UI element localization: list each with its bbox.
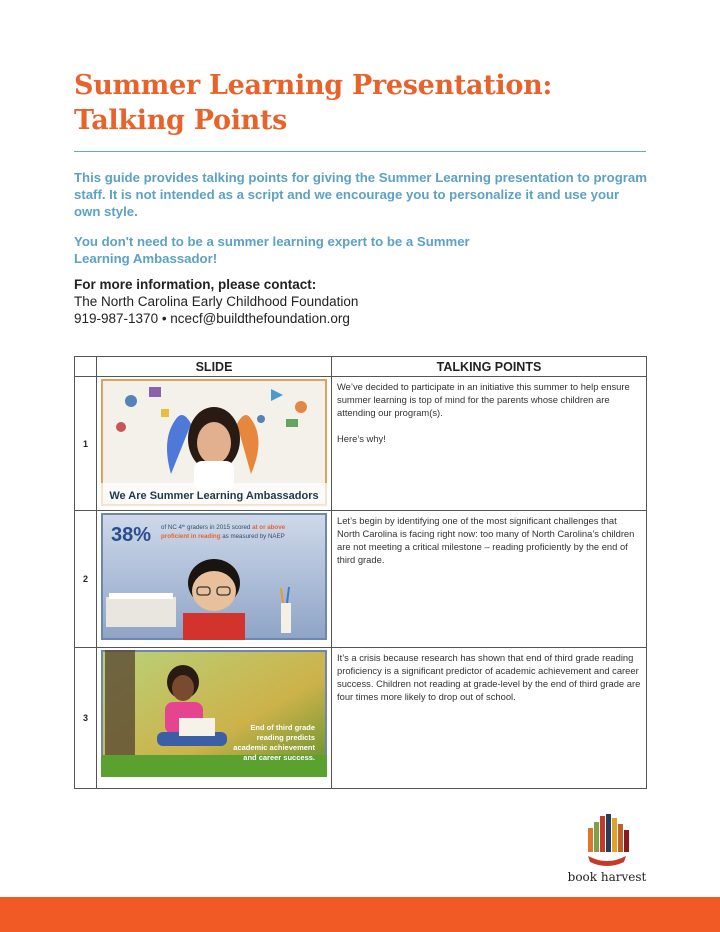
slide-2-text-sup: th [181,523,186,528]
header-talking-points: TALKING POINTS [332,357,647,377]
footer-bar [0,897,720,932]
title-line-1: Summer Learning Presentation: [74,70,553,101]
talking-point: We’ve decided to participate in an initiative this summer to help ensure summer learning is top of mind for the parents whose children are attending our program(s). [337,381,630,418]
page-title [74,68,552,138]
book-harvest-logo-text: book harvest [567,870,647,884]
slide-2-text-d: proficient in reading [161,533,221,540]
contact-org: The North Carolina Early Childhood Foundation [74,294,359,309]
header-slide: SLIDE [97,357,332,377]
slide-2-text-a: of NC 4 [161,524,182,531]
table-row [75,377,647,511]
talking-points-table [74,356,647,789]
slide-3-caption-line: End of third grade [250,723,315,732]
table-row [75,511,647,648]
svg-text:proficient in reading as measu [161,533,285,540]
talking-point: Here’s why! [337,433,386,444]
slide-1-caption: We Are Summer Learning Ambassadors [109,490,319,502]
talking-points-cell [332,648,647,789]
row-number: 2 [75,511,97,648]
slide-2-text-e: as measured by NAEP [220,533,285,540]
talking-points-cell [332,511,647,648]
table-row [75,648,647,789]
slide-2-stat: 38% [111,524,152,546]
talking-point: Let’s begin by identifying one of the most significant challenges that North Carolina is facing right now: too many of North Carolina’s children are not meeting a critical milestone – reading proficiently by the end of third grade. [337,515,635,565]
header-number [75,357,97,377]
talking-point: It’s a crisis because research has shown that end of third grade reading proficiency is a significant predictor of academic achievement and career success. Children not reading at grade-level by the end of third grade are four times more likely to drop out of school. [337,652,641,702]
intro-paragraph: This guide provides talking points for giving the Summer Learning presentation to program staff. It is not intended as a script and we encourage you to personalize it and use your own style. [74,170,647,219]
contact-details: 919-987-1370 • ncecf@buildthefoundation.org [74,311,350,326]
svg-text:of NC 4th graders in 2015 scor [161,523,286,531]
row-number: 1 [75,377,97,511]
contact-block [74,276,574,327]
title-divider [74,151,646,152]
slide-2-thumbnail [101,513,327,640]
slide-2-text-b: graders in 2015 scored [185,524,253,531]
slide-1-thumbnail [101,379,327,506]
talking-points-cell [332,377,647,511]
contact-heading: For more information, please contact: [74,277,317,292]
ambassador-note: You don't need to be a summer learning expert to be a Summer Learning Ambassador! [74,234,470,266]
row-number: 3 [75,648,97,789]
slide-3-thumbnail [101,650,327,777]
slide-3-caption-line: and career success. [243,753,315,762]
table-header-row [75,357,647,377]
title-line-2: Talking Points [74,105,288,136]
slide-3-caption-line: reading predicts [256,733,315,742]
slide-2-text-c: at or above [252,524,286,531]
slide-3-caption-line: academic achievement [233,743,315,752]
